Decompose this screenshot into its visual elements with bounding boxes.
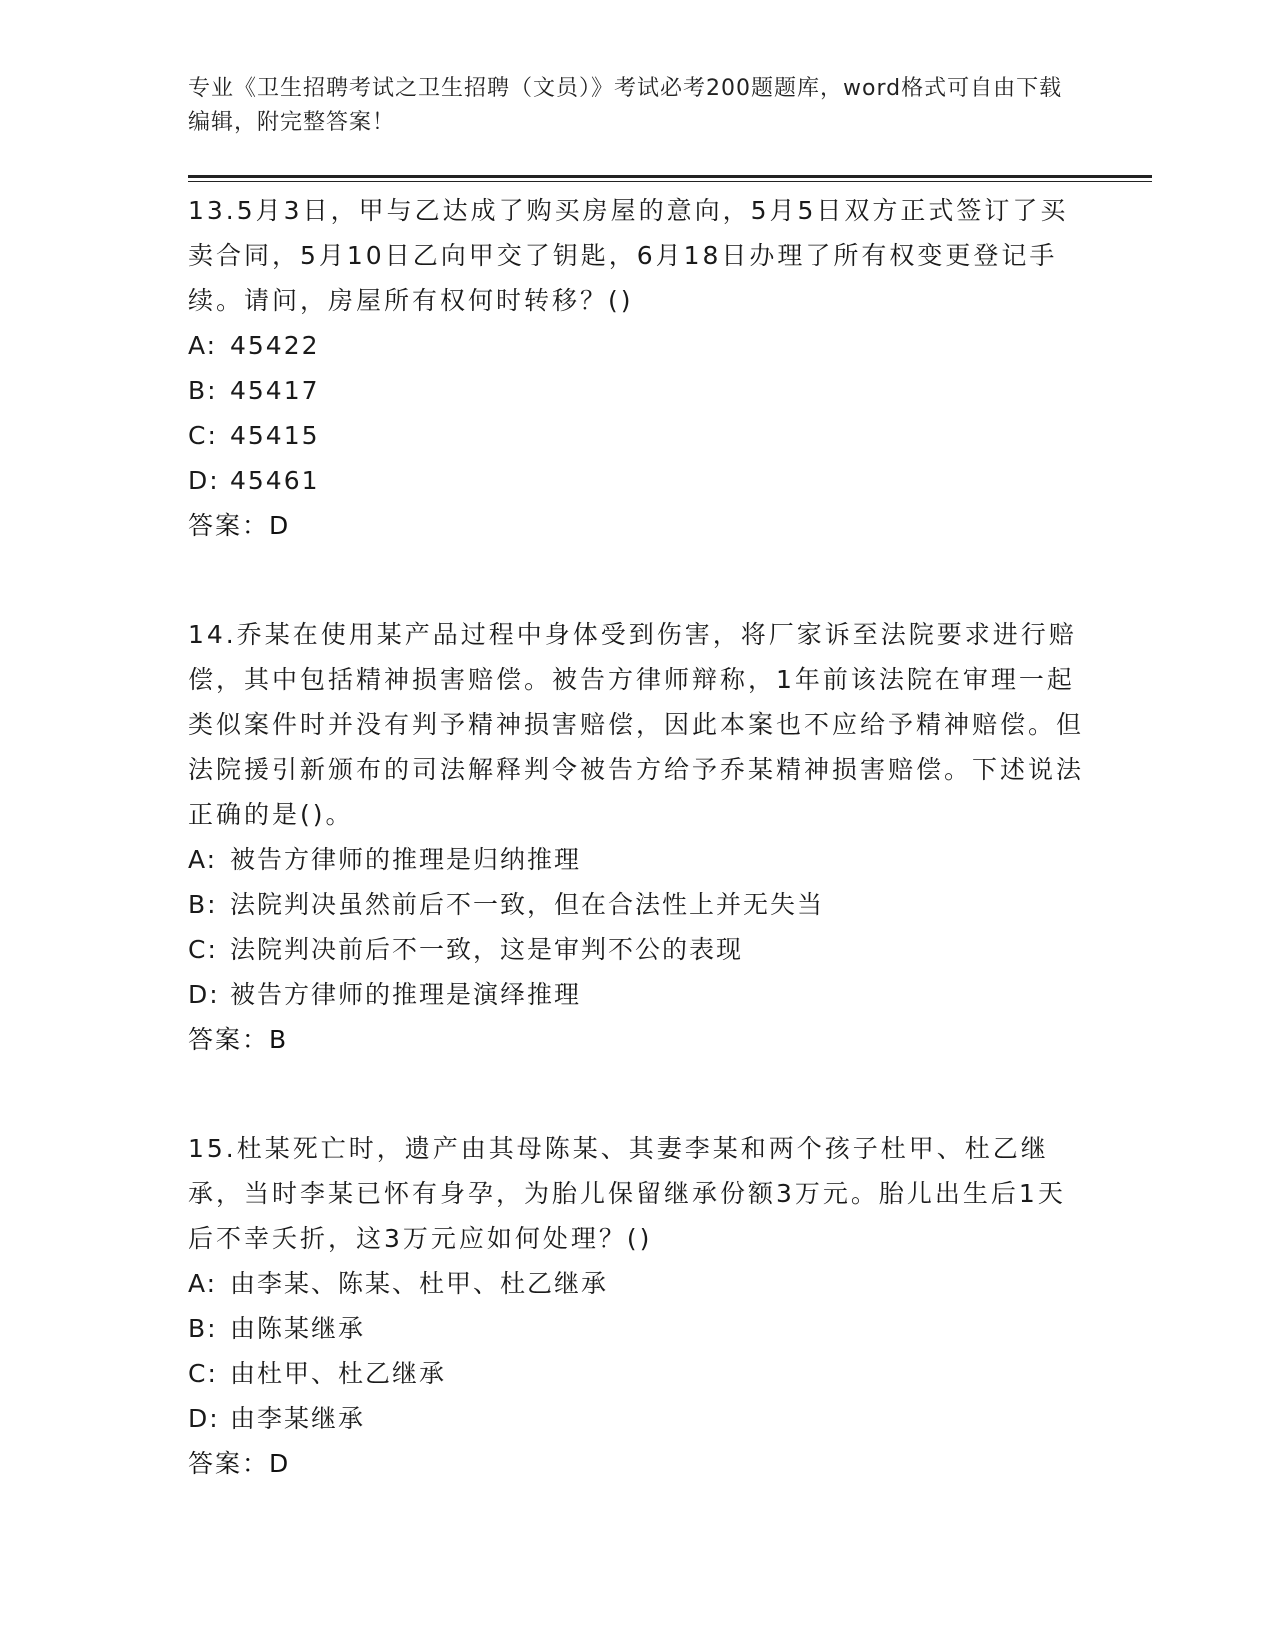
option-key: A: [188, 845, 218, 874]
question-15 [188, 1126, 1088, 1486]
option-key: A: [188, 1269, 218, 1298]
option-key: D: [188, 1404, 220, 1433]
option-key: D: [188, 466, 220, 495]
option-b [188, 882, 1088, 927]
option-b [188, 1306, 1088, 1351]
question-13 [188, 188, 1088, 548]
answer-line: 答案：D [188, 1449, 291, 1478]
option-d [188, 1396, 1088, 1441]
option-value: 45415 [230, 421, 320, 450]
option-a [188, 837, 1088, 882]
option-key: C: [188, 935, 218, 964]
option-c [188, 413, 1088, 458]
option-key: A: [188, 331, 218, 360]
option-a [188, 1261, 1088, 1306]
option-value: 被告方律师的推理是演绎推理 [230, 980, 582, 1009]
option-key: B: [188, 1314, 218, 1343]
option-a [188, 323, 1088, 368]
answer-line: 答案：B [188, 1025, 289, 1054]
option-b [188, 368, 1088, 413]
header-rule-thick [188, 175, 1152, 178]
option-value: 法院判决虽然前后不一致，但在合法性上并无失当 [230, 890, 825, 919]
option-key: D: [188, 980, 220, 1009]
question-text: 13.5月3日，甲与乙达成了购买房屋的意向，5月5日双方正式签订了买卖合同，5月10日乙向甲交了钥匙，6月18日办理了所有权变更登记手续。请问，房屋所有权何时转移？() [188, 196, 1069, 315]
option-value: 45422 [230, 331, 320, 360]
option-value: 由杜甲、杜乙继承 [230, 1359, 447, 1388]
option-key: B: [188, 890, 218, 919]
option-c [188, 1351, 1088, 1396]
question-text: 14.乔某在使用某产品过程中身体受到伤害，将厂家诉至法院要求进行赔偿，其中包括精神损害赔偿。被告方律师辩称，1年前该法院在审理一起类似案件时并没有判予精神损害赔偿，因此本案也不应给予精神赔偿。但法院援引新颁布的司法解释判令被告方给予乔某精神损害赔偿。下述说法正确的是()。 [188, 620, 1085, 829]
option-key: C: [188, 1359, 218, 1388]
option-value: 由陈某继承 [230, 1314, 366, 1343]
option-key: C: [188, 421, 218, 450]
question-text: 15.杜某死亡时，遗产由其母陈某、其妻李某和两个孩子杜甲、杜乙继承，当时李某已怀有身孕，为胎儿保留继承份额3万元。胎儿出生后1天后不幸夭折，这3万元应如何处理？() [188, 1134, 1066, 1253]
option-value: 45461 [230, 466, 320, 495]
question-list [188, 188, 1088, 1550]
option-d [188, 458, 1088, 503]
answer-line: 答案：D [188, 511, 291, 540]
option-value: 45417 [230, 376, 320, 405]
option-value: 被告方律师的推理是归纳推理 [230, 845, 582, 874]
option-key: B: [188, 376, 218, 405]
option-value: 由李某继承 [230, 1404, 366, 1433]
header-rule-thin [188, 181, 1152, 182]
option-d [188, 972, 1088, 1017]
document-header: 专业《卫生招聘考试之卫生招聘（文员）》考试必考200题题库，word格式可自由下载编辑，附完整答案！ [188, 76, 1063, 135]
question-14 [188, 612, 1088, 1062]
option-value: 由李某、陈某、杜甲、杜乙继承 [230, 1269, 609, 1298]
option-value: 法院判决前后不一致，这是审判不公的表现 [230, 935, 744, 964]
option-c [188, 927, 1088, 972]
